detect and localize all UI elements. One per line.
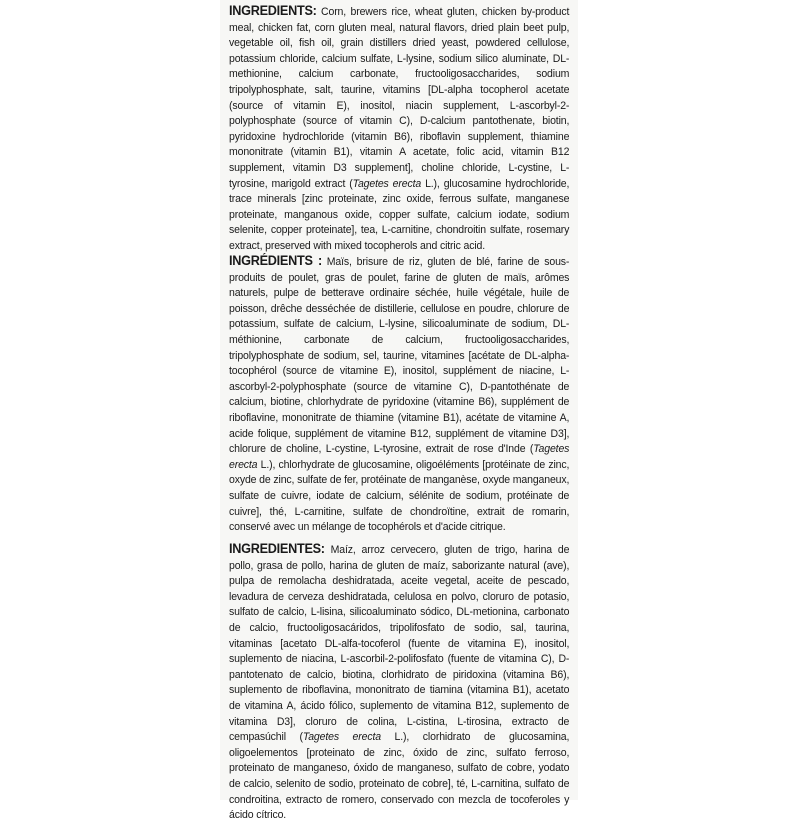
ingredients-english <box>229 3 569 255</box>
ingredients-spanish-heading: INGREDIENTES: <box>229 541 325 556</box>
ingredients-spanish <box>229 541 569 824</box>
ingredients-spanish-latin-name: Tagetes erecta <box>302 731 381 744</box>
ingredients-english-text-part1: Corn, brewers rice, wheat gluten, chicken by-product meal, chicken fat, corn gluten meal, natural flavors, dried plain beet pulp, vegetable oil, fish oil, grain distillers dried yeast, powdered cellulose, potassium chloride, calcium sulfate, L-lysine, sodium silico aluminate, DL-methionine, calcium carbonate, fructooligosaccharides, sodium tripolyphosphate, salt, taurine, vitamins [DL-alpha tocopherol acetate (source of vitamin E), inositol, niacin supplement, L-ascorbyl-2-polyphosphate (source of vitamin C), D-calcium pantothenate, biotin, pyridoxine hydrochloride (vitamin B6), riboflavin supplement, thiamine mononitrate (vitamin B1), vitamin A acetate, folic acid, vitamin B12 supplement, vitamin D3 supplement], choline chloride, L-cystine, L-tyrosine, marigold extract ( <box>229 6 570 190</box>
ingredients-french-latin-name: Tagetes erecta <box>229 443 570 471</box>
ingredients-english-latin-name: Tagetes erecta <box>352 177 422 190</box>
ingredients-french-text-part2: L.), chlorhydrate de glucosamine, oligoéléments [protéinate de zinc, oxyde de zinc, sulfate de fer, protéinate de manganèse, oxyde manganeux, sulfate de cuivre, iodate de calcium, sélénite de sodium, protéinate de cuivre], thé, L-carnitine, sulfate de chondroïtine, extrait de romarin, conservé avec un mélange de tocophérols et d'acide citrique. <box>229 458 570 534</box>
ingredients-spanish-text-part2: L.), clorhidrato de glucosamina, oligoelementos [proteinato de zinc, óxido de zinc, sulfato ferroso, proteinato de manganeso, óxido de manganeso, sulfato de cobre, yodato de calcio, selenito de sodio, proteinato de cobre], té, L-carnitina, sulfato de condroitina, extracto de romero, conservado con mezcla de tocoferoles y ácido cítrico. <box>229 731 570 822</box>
ingredients-spanish-text-part1: Maíz, arroz cervecero, gluten de trigo, harina de pollo, grasa de pollo, harina de gluten de maíz, saborizante natural (ave), pulpa de remolacha deshidratada, aceite vegetal, aceite de pescado, levadura de cerveza deshidratada, celulosa en polvo, cloruro de potasio, sulfato de calcio, L-lisina, silicoaluminato sódico, DL-metionina, carbonato de calcio, fructooligosacáridos, tripolifosfato de sodio, sal, taurina, vitaminas [acetato DL-alfa-tocoferol (fuente de vitamina E), inositol, suplemento de niacina, L-ascorbil-2-polifosfato (fuente de vitamina C), D-pantotenato de calcio, biotina, clorhidrato de piridoxina (vitamina B6), suplemento de riboflavina, mononitrato de tiamina (vitamina B1), acetato de vitamina A, ácido fólico, suplemento de vitamina B12, suplemento de vitamina D3], cloruro de colina, L-cistina, L-tirosina, extracto de cempasúchil ( <box>229 544 570 744</box>
ingredients-label-panel <box>220 0 578 822</box>
ingredients-french-heading: INGRÉDIENTS : <box>229 253 322 268</box>
ingredients-french-text-part1: Maïs, brisure de riz, gluten de blé, farine de sous-produits de poulet, gras de poulet, farine de gluten de maïs, arômes naturels, pulpe de betterave ordinaire séchée, huile végétale, huile de poisson, drêche desséchée de distillerie, cellulose en poudre, chlorure de potassium, sulfate de calcium, L-lysine, silicoaluminate de sodium, DL-méthionine, carbonate de calcium, fructooligosaccharides, tripolyphosphate de sodium, sel, taurine, vitamines [acétate de DL-alpha-tocophérol (source de vitamine E), inositol, supplément de niacine, L-ascorbyl-2-polyphosphate (source de vitamine C), D-pantothénate de calcium, biotine, chlorhydrate de pyridoxine (vitamine B6), supplément de riboflavine, mononitrate de thiamine (vitamine B1), acétate de vitamine A, acide folique, supplément de vitamine B12, supplément de vitamine D3], chlorure de choline, L-cystine, L-tyrosine, extrait de rose d'Inde ( <box>229 256 570 456</box>
ingredients-english-heading: INGREDIENTS: <box>229 3 317 18</box>
ingredients-french <box>229 253 569 536</box>
ingredients-english-text-part2: L.), glucosamine hydrochloride, trace minerals [zinc proteinate, zinc oxide, ferrous sulfate, manganese proteinate, manganous oxide, copper sulfate, calcium iodate, sodium selenite, copper proteinate], tea, L-carnitine, chondroitin sulfate, rosemary extract, preserved with mixed tocopherols and citric acid. <box>229 177 570 252</box>
